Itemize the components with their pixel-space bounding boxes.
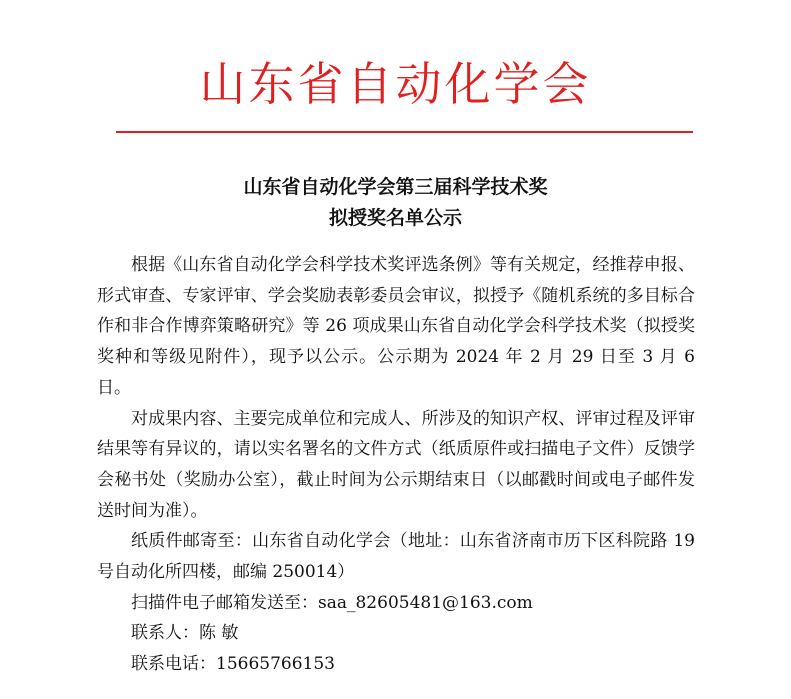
notice-body xyxy=(97,250,695,680)
paragraph-mail-address: 纸质件邮寄至：山东省自动化学会（地址：山东省济南市历下区科院路 19 号自动化所四楼，邮编 250014） xyxy=(97,531,695,583)
contact-phone: 联系电话：15665766153 xyxy=(131,654,335,675)
paragraph-objection: 对成果内容、主要完成单位和完成人、所涉及的知识产权、评审过程及评审结果等有异议的，请以实名署名的文件方式（纸质原件或扫描电子文件）反馈学会秘书处（奖励办公室），截止时间为公示期结束日（以邮戳时间或电子邮件发送时间为准）。 xyxy=(97,408,695,521)
email-line: 扫描件电子邮箱发送至：saa_82605481@163.com xyxy=(131,592,533,613)
notice-title-line1: 山东省自动化学会第三届科学技术奖 xyxy=(243,176,548,198)
notice-title-line2: 拟授奖名单公示 xyxy=(328,207,462,229)
letterhead-title: 山东省自动化学会 xyxy=(199,57,592,111)
letterhead-rule xyxy=(116,131,693,133)
paragraph-basis: 根据《山东省自动化学会科学技术奖评选条例》等有关规定，经推荐申报、形式审查、专家评审、学会奖励表彰委员会审议，拟授予《随机系统的多目标合作和非合作博弈策略研究》等 26 项成果山东省自动化学会科学技术奖（拟授奖奖种和等级见附件），现予以公示。公示期为 2024 年 2 月 29 日至 3 月 6 日。 xyxy=(97,255,695,398)
contact-person: 联系人：陈 敏 xyxy=(131,623,239,644)
